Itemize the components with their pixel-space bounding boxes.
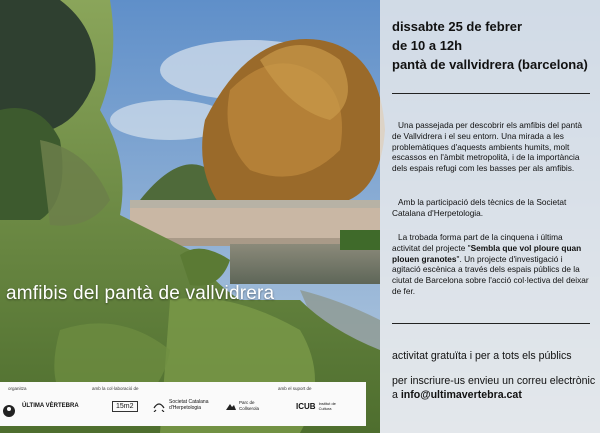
event-time: de 10 a 12h bbox=[392, 38, 463, 53]
signup-email-link[interactable]: info@ultimavertebra.cat bbox=[400, 389, 522, 401]
logo-ultima-vertebra: ÚLTIMA VÈRTEBRA bbox=[22, 403, 79, 409]
logo-sch-text: Societat Catalana d'Herpetologia bbox=[169, 399, 209, 411]
label-support: amb el suport de bbox=[278, 386, 312, 391]
logo-icub bbox=[296, 401, 337, 411]
sponsor-bar bbox=[0, 382, 366, 426]
event-location: pantà de vallvidrera (barcelona) bbox=[392, 57, 588, 72]
logo-societat-catalana-herpetologia bbox=[152, 398, 209, 412]
signup-instruction: per inscriure-us envieu un correu electrònic a bbox=[392, 375, 596, 401]
divider-top bbox=[392, 93, 590, 94]
label-organizes: organitza bbox=[8, 386, 27, 391]
project-paragraph bbox=[392, 232, 590, 297]
signup-text bbox=[392, 374, 597, 402]
event-date: dissabte 25 de febrer bbox=[392, 19, 523, 34]
logo-15m2: 15m2 bbox=[112, 401, 138, 412]
participation-paragraph: Amb la participació dels tècnics de la Societat Catalana d'Herpetologia. bbox=[392, 197, 567, 218]
free-activity-text: activitat gratuïta i per a tots els públics bbox=[392, 350, 572, 362]
user-avatar-icon bbox=[3, 405, 15, 417]
project-title: Sembla que vol ploure quan plouen granotes bbox=[392, 242, 582, 264]
divider-bottom bbox=[392, 323, 590, 324]
project-text-pre: La trobada forma part de la cinquena i última activitat del projecte " bbox=[392, 232, 563, 253]
label-collaboration: amb la col·laboració de bbox=[92, 386, 139, 391]
logo-parc-text: Parc de Collserola bbox=[239, 400, 260, 411]
poster-headline: amfibis del pantà de vallvidrera bbox=[6, 283, 275, 304]
description-paragraph: Una passejada per descobrir els amfibis del pantà de Vallvidrera i el seu entorn. Una mirada a les problemàtiques d'aquests ambients humits, molt escassos en l'àmbit metropolità, i de la importància dels espais refugi com les basses per als amfibis. bbox=[392, 120, 583, 174]
logo-parc-collserola bbox=[226, 400, 269, 411]
info-panel bbox=[380, 0, 600, 433]
logo-icub-text: ICUB bbox=[296, 401, 316, 411]
project-text-post: ". Un projecte d'investigació i agitació escènica a través dels espais públics de la ciutat de Barcelona sobre l'acció col·lectiva del deixar de fer. bbox=[392, 253, 589, 296]
frog-icon bbox=[152, 398, 166, 412]
logo-icub-subtitle: Institut de Cultura bbox=[318, 401, 336, 411]
event-date-block bbox=[392, 17, 588, 74]
park-icon bbox=[226, 402, 236, 410]
